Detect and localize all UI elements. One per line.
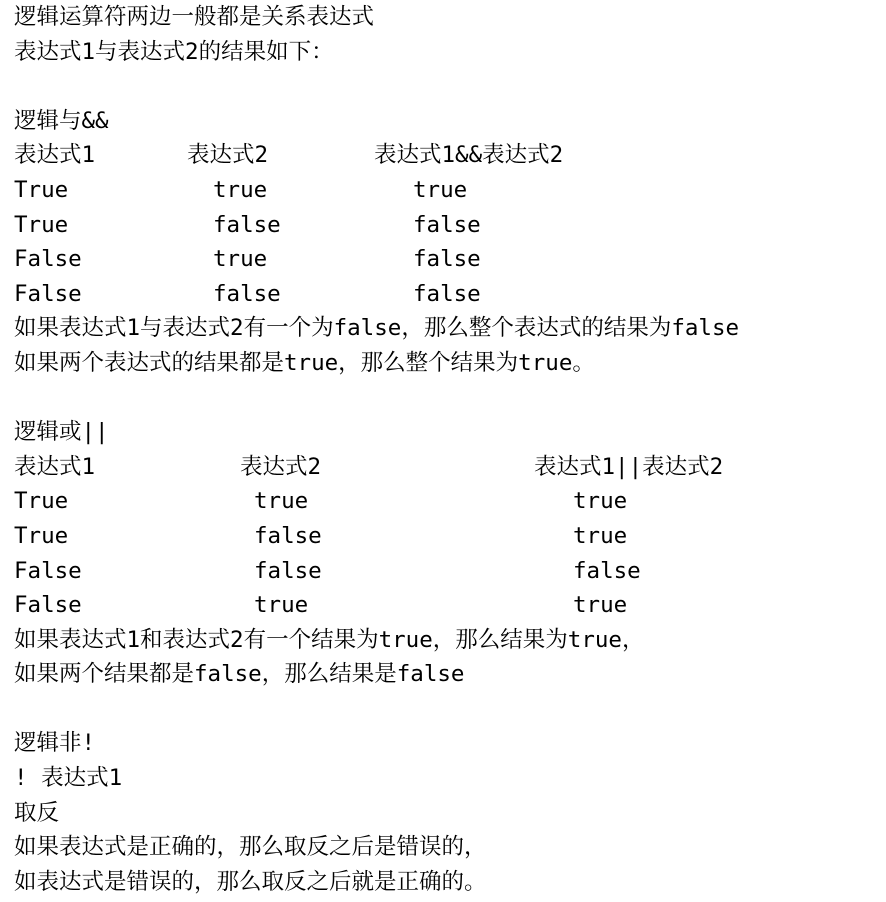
or-note-1: 如果表达式1和表达式2有一个结果为true，那么结果为true， (14, 626, 645, 653)
or-row1-col3: true (573, 488, 628, 515)
or-row1-col1: True (14, 488, 69, 515)
and-row2-col1: True (14, 211, 69, 238)
or-table-row (14, 519, 880, 554)
spacer (14, 69, 880, 104)
or-table-header (14, 450, 880, 485)
and-header-col2: 表达式2 (187, 142, 269, 169)
and-row2-col3: false (413, 211, 481, 238)
and-row3-col2: true (213, 246, 268, 273)
or-note-2: 如果两个结果都是false，那么结果是false (14, 661, 465, 688)
or-row4-col2: true (254, 592, 309, 619)
not-note-1: 如果表达式是正确的，那么取反之后是错误的， (14, 834, 487, 861)
or-row4-col1: False (14, 592, 82, 619)
or-row3-col3: false (573, 557, 641, 584)
not-meaning: 取反 (14, 799, 60, 826)
and-table-row (14, 173, 880, 208)
and-row3-col3: false (413, 246, 481, 273)
or-section-title: 逻辑或|| (14, 419, 109, 446)
or-row2-col2: false (254, 522, 322, 549)
intro-line-2: 表达式1与表达式2的结果如下： (14, 38, 334, 65)
not-section-title: 逻辑非! (14, 730, 96, 757)
or-header-col3: 表达式1||表达式2 (534, 453, 724, 480)
spacer (14, 381, 880, 416)
not-note-2: 如表达式是错误的，那么取反之后就是正确的。 (14, 868, 487, 895)
and-section-title: 逻辑与&& (14, 107, 109, 134)
or-table-row (14, 554, 880, 589)
and-table-header (14, 138, 880, 173)
and-note-2: 如果两个表达式的结果都是true，那么整个结果为true。 (14, 349, 595, 376)
or-row2-col3: true (573, 522, 628, 549)
or-row1-col2: true (254, 488, 309, 515)
and-row4-col1: False (14, 280, 82, 307)
and-table-row (14, 242, 880, 277)
and-row4-col3: false (413, 280, 481, 307)
or-header-col1: 表达式1 (14, 453, 96, 480)
document (14, 0, 880, 899)
and-note-1: 如果表达式1与表达式2有一个为false，那么整个表达式的结果为false (14, 315, 740, 342)
spacer (14, 692, 880, 727)
or-row4-col3: true (573, 592, 628, 619)
and-table-row (14, 277, 880, 312)
and-header-col3: 表达式1&&表达式2 (374, 142, 564, 169)
and-row1-col2: true (213, 176, 268, 203)
intro-line-1: 逻辑运算符两边一般都是关系表达式 (14, 4, 375, 30)
and-table-row (14, 208, 880, 243)
or-row2-col1: True (14, 522, 69, 549)
or-header-col2: 表达式2 (240, 453, 322, 480)
or-row3-col1: False (14, 557, 82, 584)
and-row2-col2: false (213, 211, 281, 238)
or-row3-col2: false (254, 557, 322, 584)
and-row1-col1: True (14, 176, 69, 203)
or-table-row (14, 588, 880, 623)
or-table-row (14, 484, 880, 519)
not-expression: ! 表达式1 (14, 765, 123, 792)
and-row1-col3: true (413, 176, 468, 203)
and-row4-col2: false (213, 280, 281, 307)
and-header-col1: 表达式1 (14, 142, 96, 169)
and-row3-col1: False (14, 246, 82, 273)
